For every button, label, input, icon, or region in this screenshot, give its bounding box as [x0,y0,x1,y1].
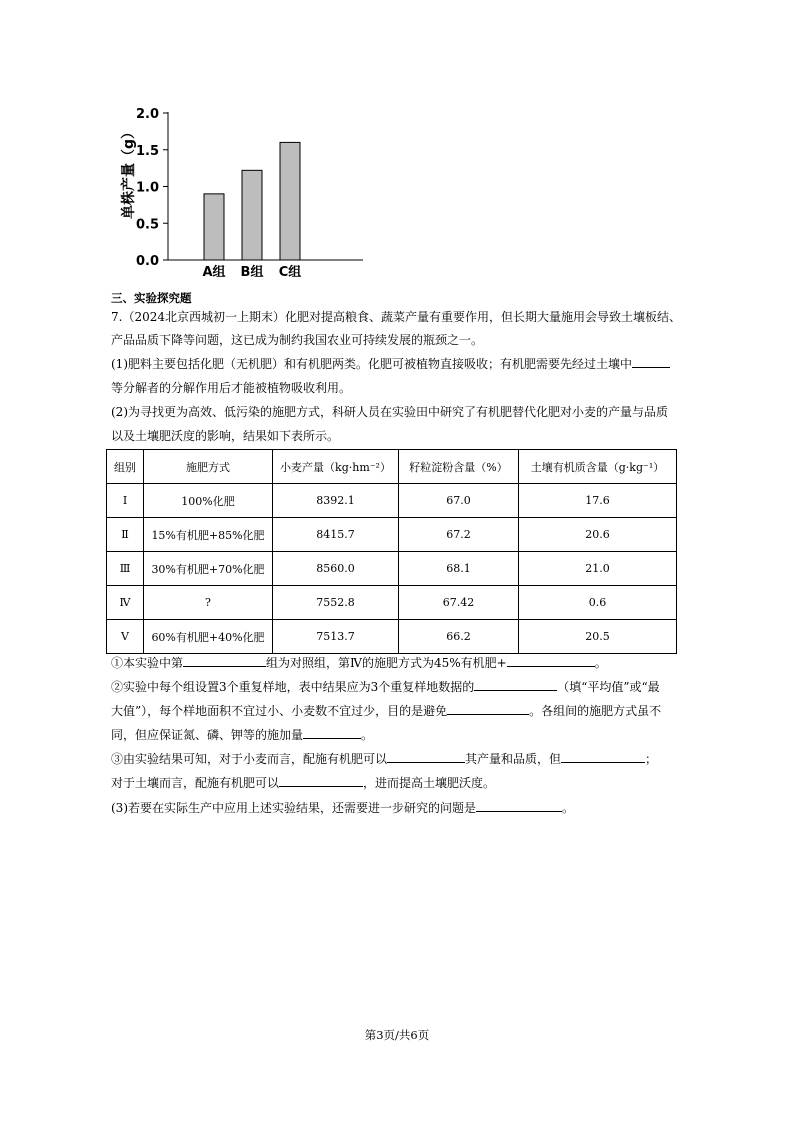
cell-method: 100%化肥 [144,484,273,518]
bar [280,142,300,260]
answer-blank-control-group[interactable] [183,655,266,667]
section-heading: 三、实验探究题 [111,291,192,305]
cell-starch: 67.0 [399,484,519,518]
cell-starch: 67.42 [399,586,519,620]
cell-method: 30%有机肥+70%化肥 [144,552,273,586]
cell-organic-matter: 0.6 [519,586,677,620]
y-tick-label: 0.0 [135,254,159,269]
subq2-text-b: （填“平均值”或“最 [557,680,660,694]
table-row [107,484,677,518]
y-axis-label: 单株产量（g） [121,124,137,220]
cell-organic-matter: 21.0 [519,552,677,586]
subq2-text-a: ②实验中每个组设置3个重复样地，表中结果应为3个重复样地数据的 [111,680,475,694]
cell-organic-matter: 17.6 [519,484,677,518]
cell-group: Ⅱ [107,518,144,552]
subq2-text-e: 同，但应保证氮、磷、钾等的施加量 [111,728,304,742]
cell-starch: 67.2 [399,518,519,552]
y-tick-label: 2.0 [135,107,159,122]
subq2-text-c: 大值”），每个样地面积不宜过小、小麦数不宜过少，目的是避免 [111,704,448,718]
bars [204,142,300,260]
x-tick-label: A组 [202,265,226,280]
part3-text-a: (3)若要在实际生产中应用上述实验结果，还需要进一步研究的问题是 [111,801,477,815]
cell-group: Ⅲ [107,552,144,586]
subq3-text-d: 对于土壤而言，配施有机肥可以 [111,776,280,790]
answer-blank-amount[interactable] [303,727,361,739]
table-row [107,620,677,654]
subq1-text-a: ①本实验中第 [111,656,184,670]
header-method: 施肥方式 [144,450,273,484]
subq2-line3 [111,727,691,743]
answer-blank-further-research[interactable] [476,800,562,812]
answer-blank-decomposer[interactable] [632,356,670,368]
x-labels [202,264,301,280]
answer-blank-wheat-effect[interactable] [387,751,465,763]
results-table [106,449,677,654]
subq3-text-a: ③由实验结果可知，对于小麦而言，配施有机肥可以 [111,752,388,766]
subq1-text-c: 。 [594,656,607,670]
part1-line1 [111,356,691,372]
y-tick-label: 0.5 [135,217,159,233]
subq2-text-d: 。各组间的施肥方式虽不 [529,704,662,718]
header-organic-matter: 土壤有机质含量（g·kg⁻¹） [519,450,677,484]
y-tick-label: 1.5 [135,143,159,159]
y-ticks [136,107,168,269]
cell-yield: 8415.7 [273,518,399,552]
bar [242,170,262,260]
part1-text: (1)肥料主要包括化肥（无机肥）和有机肥两类。化肥可被植物直接吸收；有机肥需要先经过土壤中 [111,357,633,371]
question-intro-line2: 产品品质下降等问题，这已成为制约我国农业可持续发展的瓶颈之一。 [111,333,484,347]
part2-line1: (2)为寻找更为高效、低污染的施肥方式，科研人员在实验田中研究了有机肥替代化肥对小麦的产量与品质 [111,405,669,419]
table-row [107,552,677,586]
answer-blank-but[interactable] [561,751,645,763]
cell-yield: 8392.1 [273,484,399,518]
cell-group: Ⅴ [107,620,144,654]
y-tick-label: 1.0 [135,180,159,196]
cell-starch: 66.2 [399,620,519,654]
table-row [107,586,677,620]
cell-organic-matter: 20.6 [519,518,677,552]
part1-line2: 等分解者的分解作用后才能被植物吸收利用。 [111,381,352,395]
cell-starch: 68.1 [399,552,519,586]
question-intro-line1: 7.（2024北京西城初一上期末）化肥对提高粮食、蔬菜产量有重要作用，但长期大量施用会导致土壤板结、 [111,310,681,324]
cell-group: Ⅳ [107,586,144,620]
subq3-text-e: ，进而提高土壤肥沃度。 [363,776,496,790]
answer-blank-soil-effect[interactable] [279,775,363,787]
x-tick-label: C组 [278,265,302,280]
subq3-text-c: ； [645,752,658,766]
subq1-line [111,655,691,671]
cell-organic-matter: 20.5 [519,620,677,654]
part3-text-b: 。 [562,801,575,815]
subq3-line1 [111,751,691,767]
header-group: 组别 [107,450,144,484]
subq2-line2 [111,703,691,719]
table-header-row [107,450,677,484]
cell-group: Ⅰ [107,484,144,518]
bar [204,194,224,260]
x-tick-label: B组 [240,265,264,280]
cell-method: 60%有机肥+40%化肥 [144,620,273,654]
part2-line2: 以及土壤肥沃度的影响，结果如下表所示。 [111,429,340,443]
bar-chart [105,100,370,285]
subq1-text-b: 组为对照组，第Ⅳ的施肥方式为45%有机肥+ [266,656,507,670]
answer-blank-avoid[interactable] [447,703,529,715]
answer-blank-average[interactable] [474,679,557,691]
table-row [107,518,677,552]
cell-method: 15%有机肥+85%化肥 [144,518,273,552]
subq2-line1 [111,679,691,695]
subq2-text-f: 。 [361,728,374,742]
header-starch: 籽粒淀粉含量（%） [399,450,519,484]
subq3-line2 [111,775,691,791]
answer-blank-group4-method[interactable] [507,655,595,667]
cell-yield: 7552.8 [273,586,399,620]
header-yield: 小麦产量（kg·hm⁻²） [273,450,399,484]
part3-line [111,800,691,816]
cell-yield: 7513.7 [273,620,399,654]
cell-method: ? [144,586,273,620]
page-footer: 第3页/共6页 [364,1028,430,1042]
cell-yield: 8560.0 [273,552,399,586]
subq3-text-b: 其产量和品质，但 [465,752,562,766]
